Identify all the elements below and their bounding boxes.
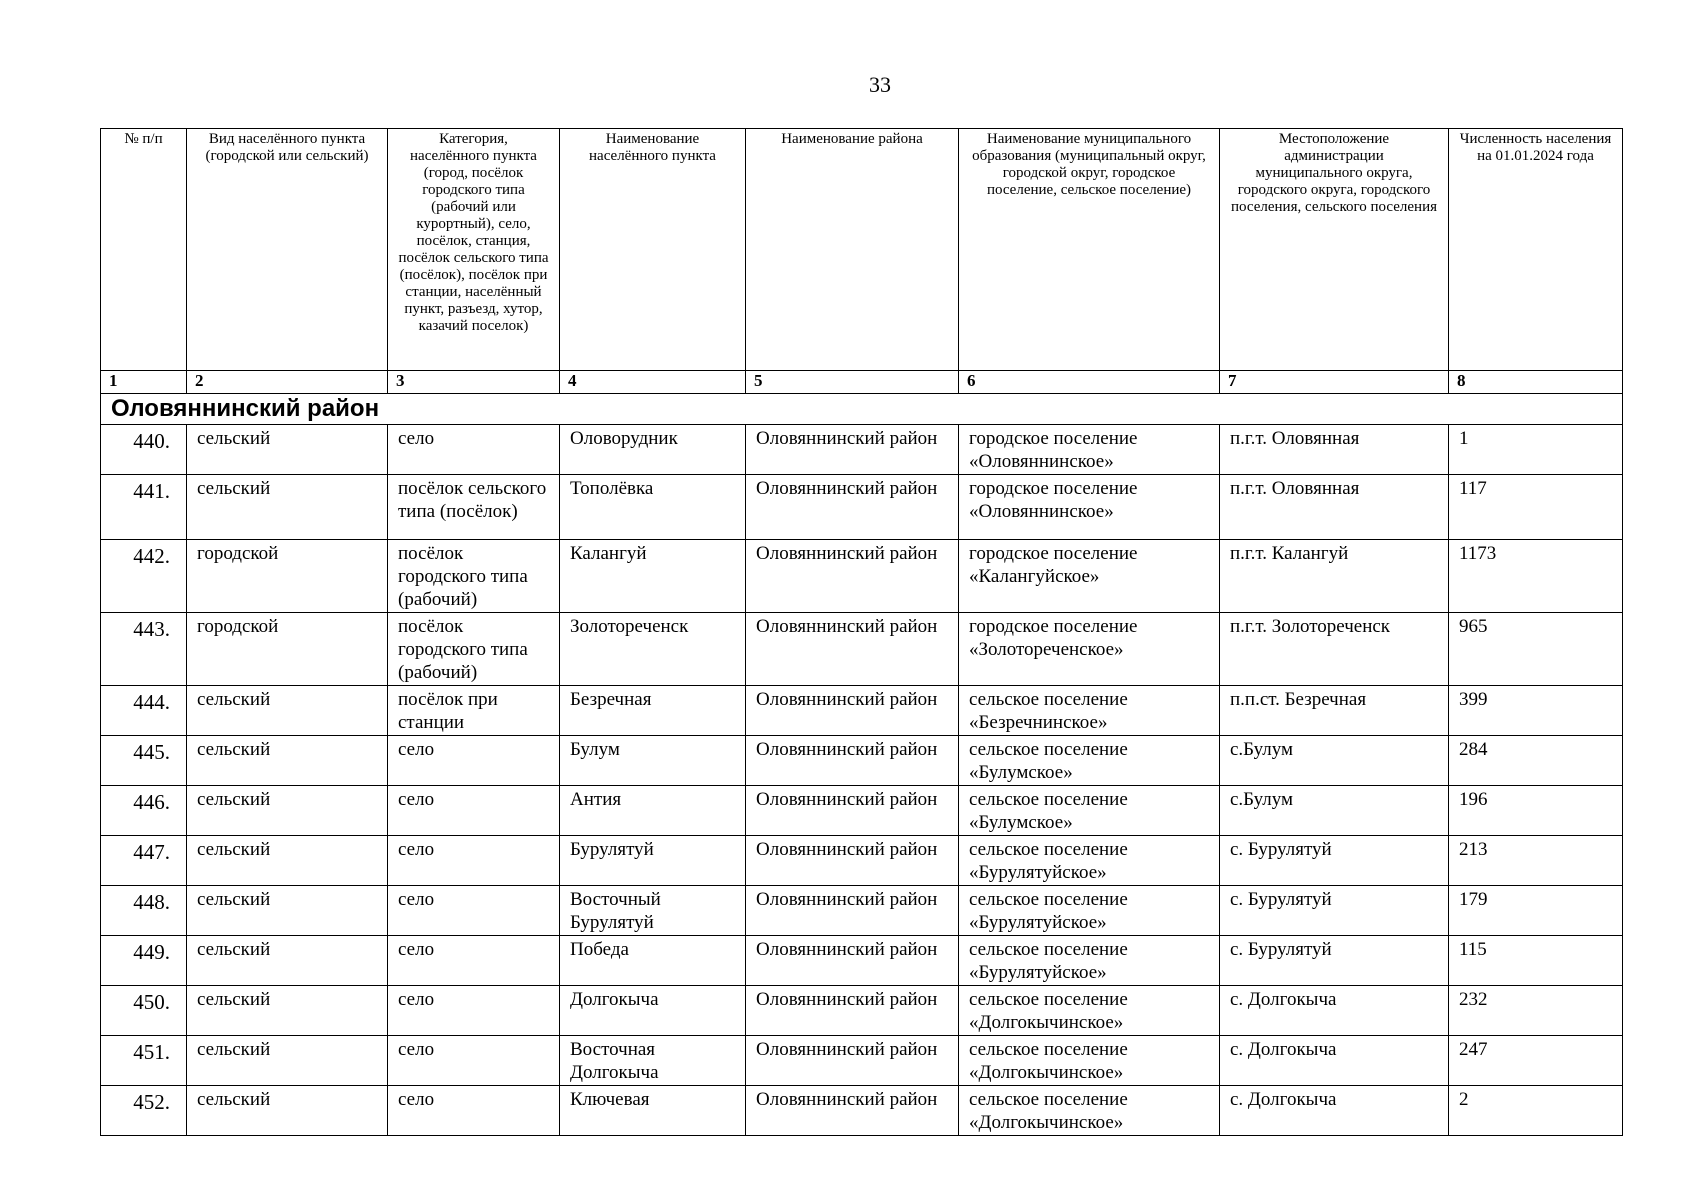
settlement-type-cell: сельский <box>187 836 388 886</box>
row-number: 440. <box>101 425 187 475</box>
column-numbers-row <box>101 371 1623 394</box>
category-cell: село <box>388 836 560 886</box>
municipality-cell: сельское поселение «Долгокычинское» <box>959 986 1220 1036</box>
row-number: 444. <box>101 686 187 736</box>
municipality-cell: сельское поселение «Булумское» <box>959 786 1220 836</box>
settlement-name-cell: Восточный Бурулятуй <box>560 886 746 936</box>
header-municipality: Наименование муниципального образования (муниципальный округ, городской округ, городское поселение, сельское поселение) <box>959 129 1220 371</box>
settlement-type-cell: сельский <box>187 425 388 475</box>
municipality-cell: сельское поселение «Долгокычинское» <box>959 1036 1220 1086</box>
category-cell: посёлок городского типа (рабочий) <box>388 613 560 686</box>
header-district: Наименование района <box>746 129 959 371</box>
district-cell: Оловяннинский район <box>746 986 959 1036</box>
settlement-name-cell: Долгокыча <box>560 986 746 1036</box>
table-row <box>101 1086 1623 1136</box>
population-cell: 213 <box>1449 836 1623 886</box>
admin-location-cell: с. Бурулятуй <box>1220 886 1449 936</box>
admin-location-cell: с.Булум <box>1220 736 1449 786</box>
category-cell: село <box>388 986 560 1036</box>
population-cell: 284 <box>1449 736 1623 786</box>
page-number: 33 <box>869 72 891 97</box>
table-row <box>101 613 1623 686</box>
district-cell: Оловяннинский район <box>746 786 959 836</box>
settlements-table <box>100 128 1623 1136</box>
category-cell: село <box>388 786 560 836</box>
admin-location-cell: с. Долгокыча <box>1220 986 1449 1036</box>
header-settlement-name: Наименование населённого пункта <box>560 129 746 371</box>
row-number: 447. <box>101 836 187 886</box>
row-number: 451. <box>101 1036 187 1086</box>
category-cell: село <box>388 936 560 986</box>
district-title: Оловяннинский район <box>101 394 1623 425</box>
population-cell: 399 <box>1449 686 1623 736</box>
municipality-cell: городское поселение «Золотореченское» <box>959 613 1220 686</box>
district-cell: Оловяннинский район <box>746 540 959 613</box>
settlement-type-cell: сельский <box>187 1036 388 1086</box>
column-number: 6 <box>959 371 1220 394</box>
population-cell: 232 <box>1449 986 1623 1036</box>
row-number: 449. <box>101 936 187 986</box>
category-cell: посёлок городского типа (рабочий) <box>388 540 560 613</box>
table-row <box>101 1036 1623 1086</box>
district-cell: Оловяннинский район <box>746 736 959 786</box>
municipality-cell: сельское поселение «Бурулятуйское» <box>959 936 1220 986</box>
settlement-type-cell: сельский <box>187 736 388 786</box>
table-header-row <box>101 129 1623 371</box>
municipality-cell: городское поселение «Оловяннинское» <box>959 475 1220 540</box>
settlement-name-cell: Калангуй <box>560 540 746 613</box>
admin-location-cell: п.п.ст. Безречная <box>1220 686 1449 736</box>
row-number: 442. <box>101 540 187 613</box>
population-cell: 179 <box>1449 886 1623 936</box>
header-admin-location: Местоположение администрации муниципального округа, городского округа, городского поселения, сельского поселения <box>1220 129 1449 371</box>
table-row <box>101 425 1623 475</box>
municipality-cell: сельское поселение «Долгокычинское» <box>959 1086 1220 1136</box>
row-number: 443. <box>101 613 187 686</box>
population-cell: 965 <box>1449 613 1623 686</box>
settlement-type-cell: сельский <box>187 786 388 836</box>
row-number: 441. <box>101 475 187 540</box>
table-row <box>101 475 1623 540</box>
municipality-cell: сельское поселение «Бурулятуйское» <box>959 886 1220 936</box>
settlement-name-cell: Бурулятуй <box>560 836 746 886</box>
category-cell: село <box>388 425 560 475</box>
row-number: 445. <box>101 736 187 786</box>
settlement-name-cell: Булум <box>560 736 746 786</box>
population-cell: 115 <box>1449 936 1623 986</box>
district-cell: Оловяннинский район <box>746 1086 959 1136</box>
municipality-cell: сельское поселение «Безречнинское» <box>959 686 1220 736</box>
settlement-type-cell: городской <box>187 540 388 613</box>
district-heading-row <box>101 394 1623 425</box>
settlement-name-cell: Оловорудник <box>560 425 746 475</box>
admin-location-cell: с. Бурулятуй <box>1220 836 1449 886</box>
settlement-type-cell: сельский <box>187 886 388 936</box>
category-cell: село <box>388 736 560 786</box>
population-cell: 117 <box>1449 475 1623 540</box>
admin-location-cell: с. Долгокыча <box>1220 1086 1449 1136</box>
population-cell: 196 <box>1449 786 1623 836</box>
settlement-name-cell: Золотореченск <box>560 613 746 686</box>
district-cell: Оловяннинский район <box>746 613 959 686</box>
category-cell: посёлок сельского типа (посёлок) <box>388 475 560 540</box>
column-number: 1 <box>101 371 187 394</box>
table-row <box>101 886 1623 936</box>
table-row <box>101 686 1623 736</box>
settlement-name-cell: Тополёвка <box>560 475 746 540</box>
column-number: 2 <box>187 371 388 394</box>
table-row <box>101 836 1623 886</box>
district-cell: Оловяннинский район <box>746 425 959 475</box>
category-cell: село <box>388 1086 560 1136</box>
table-row <box>101 936 1623 986</box>
category-cell: село <box>388 886 560 936</box>
settlement-type-cell: сельский <box>187 475 388 540</box>
row-number: 452. <box>101 1086 187 1136</box>
settlement-name-cell: Безречная <box>560 686 746 736</box>
settlement-name-cell: Антия <box>560 786 746 836</box>
district-cell: Оловяннинский район <box>746 475 959 540</box>
admin-location-cell: п.г.т. Золотореченск <box>1220 613 1449 686</box>
settlement-type-cell: сельский <box>187 686 388 736</box>
population-cell: 1 <box>1449 425 1623 475</box>
admin-location-cell: с. Бурулятуй <box>1220 936 1449 986</box>
district-cell: Оловяннинский район <box>746 886 959 936</box>
district-cell: Оловяннинский район <box>746 836 959 886</box>
population-cell: 2 <box>1449 1086 1623 1136</box>
admin-location-cell: п.г.т. Оловянная <box>1220 425 1449 475</box>
column-number: 8 <box>1449 371 1623 394</box>
table-row <box>101 986 1623 1036</box>
row-number: 450. <box>101 986 187 1036</box>
settlement-type-cell: городской <box>187 613 388 686</box>
column-number: 7 <box>1220 371 1449 394</box>
admin-location-cell: п.г.т. Оловянная <box>1220 475 1449 540</box>
header-number: № п/п <box>101 129 187 371</box>
municipality-cell: сельское поселение «Булумское» <box>959 736 1220 786</box>
table-row <box>101 786 1623 836</box>
municipality-cell: сельское поселение «Бурулятуйское» <box>959 836 1220 886</box>
row-number: 446. <box>101 786 187 836</box>
district-cell: Оловяннинский район <box>746 686 959 736</box>
column-number: 5 <box>746 371 959 394</box>
municipality-cell: городское поселение «Оловяннинское» <box>959 425 1220 475</box>
header-settlement-type: Вид населённого пункта (городской или сельский) <box>187 129 388 371</box>
column-number: 3 <box>388 371 560 394</box>
category-cell: посёлок при станции <box>388 686 560 736</box>
settlement-type-cell: сельский <box>187 986 388 1036</box>
table-row <box>101 736 1623 786</box>
settlement-type-cell: сельский <box>187 936 388 986</box>
admin-location-cell: с.Булум <box>1220 786 1449 836</box>
admin-location-cell: с. Долгокыча <box>1220 1036 1449 1086</box>
row-number: 448. <box>101 886 187 936</box>
header-category: Категория, населённого пункта (город, посёлок городского типа (рабочий или курортный), село, посёлок, станция, посёлок сельского типа (посёлок), посёлок при станции, населённый пункт, разъезд, хутор, казачий поселок) <box>388 129 560 371</box>
municipality-cell: городское поселение «Калангуйское» <box>959 540 1220 613</box>
settlement-name-cell: Ключевая <box>560 1086 746 1136</box>
category-cell: село <box>388 1036 560 1086</box>
column-number: 4 <box>560 371 746 394</box>
settlement-type-cell: сельский <box>187 1086 388 1136</box>
header-population: Численность населения на 01.01.2024 года <box>1449 129 1623 371</box>
district-cell: Оловяннинский район <box>746 1036 959 1086</box>
admin-location-cell: п.г.т. Калангуй <box>1220 540 1449 613</box>
population-cell: 1173 <box>1449 540 1623 613</box>
table-row <box>101 540 1623 613</box>
settlement-name-cell: Восточная Долгокыча <box>560 1036 746 1086</box>
district-cell: Оловяннинский район <box>746 936 959 986</box>
population-cell: 247 <box>1449 1036 1623 1086</box>
settlement-name-cell: Победа <box>560 936 746 986</box>
